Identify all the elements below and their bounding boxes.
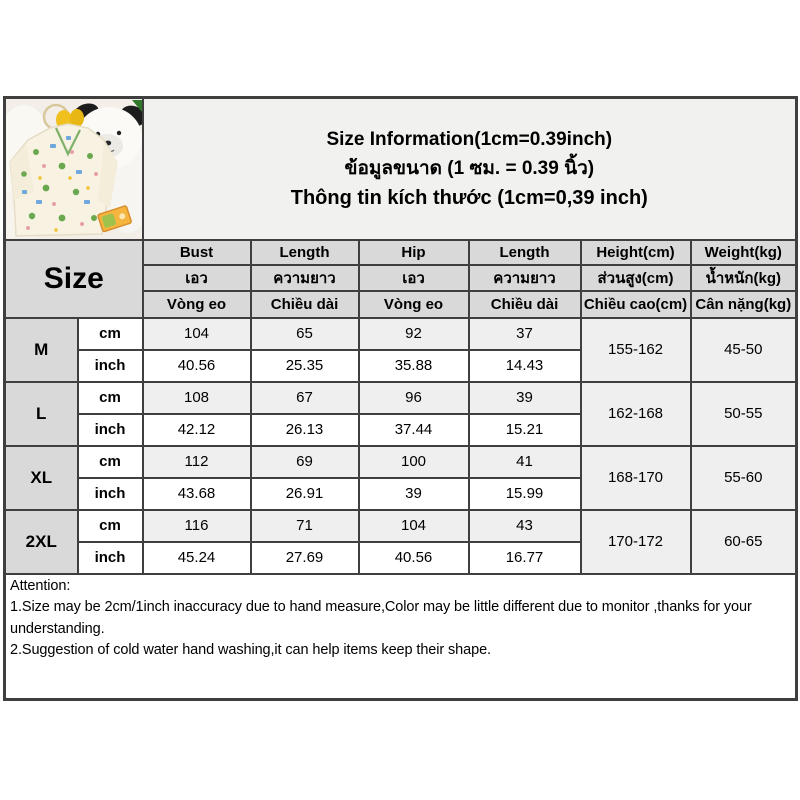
- size-label-xl: XL: [5, 446, 78, 510]
- col-header-weight-en: Weight(kg): [691, 240, 797, 265]
- cell-m-cm-length2: 37: [469, 318, 581, 350]
- unit-label-xl-cm: cm: [78, 446, 143, 478]
- cell-xl-inch-bust: 43.68: [143, 478, 251, 510]
- col-header-length2-en: Length: [469, 240, 581, 265]
- size-chart-table: [3, 96, 798, 701]
- col-header-length1-th: ความยาว: [251, 265, 359, 291]
- cell-m-cm-length1: 65: [251, 318, 359, 350]
- col-header-bust-th: เอว: [143, 265, 251, 291]
- cell-l-height: 162-168: [581, 382, 691, 446]
- cell-m-cm-hip: 92: [359, 318, 469, 350]
- cell-m-inch-length1: 25.35: [251, 350, 359, 382]
- unit-label-2xl-inch: inch: [78, 542, 143, 574]
- cell-l-inch-length1: 26.13: [251, 414, 359, 446]
- size-label-m: M: [5, 318, 78, 382]
- cell-2xl-inch-hip: 40.56: [359, 542, 469, 574]
- cell-2xl-cm-bust: 116: [143, 510, 251, 542]
- cell-l-inch-bust: 42.12: [143, 414, 251, 446]
- size-header-label: Size: [5, 240, 143, 318]
- col-header-length1-en: Length: [251, 240, 359, 265]
- unit-label-l-cm: cm: [78, 382, 143, 414]
- unit-label-2xl-cm: cm: [78, 510, 143, 542]
- col-header-bust-en: Bust: [143, 240, 251, 265]
- cell-l-inch-hip: 37.44: [359, 414, 469, 446]
- cell-2xl-cm-length1: 71: [251, 510, 359, 542]
- col-header-hip-en: Hip: [359, 240, 469, 265]
- cell-2xl-weight: 60-65: [691, 510, 797, 574]
- cell-xl-cm-bust: 112: [143, 446, 251, 478]
- cell-m-inch-length2: 14.43: [469, 350, 581, 382]
- cell-m-height: 155-162: [581, 318, 691, 382]
- cell-xl-cm-length2: 41: [469, 446, 581, 478]
- size-label-2xl: 2XL: [5, 510, 78, 574]
- title-line-en: Size Information(1cm=0.39inch): [326, 128, 613, 150]
- attention-block: [5, 574, 797, 700]
- cell-2xl-cm-hip: 104: [359, 510, 469, 542]
- unit-label-xl-inch: inch: [78, 478, 143, 510]
- col-header-height-vi: Chiều cao(cm): [581, 291, 691, 318]
- cell-xl-height: 168-170: [581, 446, 691, 510]
- col-header-length2-th: ความยาว: [469, 265, 581, 291]
- title-line-vi: Thông tin kích thước (1cm=0,39 inch): [290, 186, 648, 209]
- col-header-height-en: Height(cm): [581, 240, 691, 265]
- attention-heading: Attention:: [10, 577, 71, 594]
- cell-m-inch-hip: 35.88: [359, 350, 469, 382]
- cell-2xl-inch-bust: 45.24: [143, 542, 251, 574]
- cell-2xl-cm-length2: 43: [469, 510, 581, 542]
- cell-m-weight: 45-50: [691, 318, 797, 382]
- unit-label-l-inch: inch: [78, 414, 143, 446]
- attention-note-2: 2.Suggestion of cold water hand washing,it can help items keep their shape.: [10, 642, 491, 658]
- cell-2xl-inch-length1: 27.69: [251, 542, 359, 574]
- size-chart-container: [3, 96, 798, 701]
- product-photo-cell: [5, 98, 143, 240]
- cell-xl-cm-hip: 100: [359, 446, 469, 478]
- col-header-weight-th: น้ำหนัก(kg): [691, 265, 797, 291]
- cell-l-cm-length1: 67: [251, 382, 359, 414]
- cell-l-inch-length2: 15.21: [469, 414, 581, 446]
- cell-xl-cm-length1: 69: [251, 446, 359, 478]
- product-photo: [6, 100, 142, 238]
- cell-l-weight: 50-55: [691, 382, 797, 446]
- attention-note-1: 1.Size may be 2cm/1inch inaccuracy due to hand measure,Color may be little different due to monitor ,thanks for your understanding.: [10, 599, 752, 637]
- col-header-hip-th: เอว: [359, 265, 469, 291]
- size-label-l: L: [5, 382, 78, 446]
- col-header-height-th: ส่วนสูง(cm): [581, 265, 691, 291]
- col-header-hip-vi: Vòng eo: [359, 291, 469, 318]
- cell-xl-inch-length1: 26.91: [251, 478, 359, 510]
- cell-xl-weight: 55-60: [691, 446, 797, 510]
- unit-label-m-cm: cm: [78, 318, 143, 350]
- cell-2xl-height: 170-172: [581, 510, 691, 574]
- col-header-length1-vi: Chiều dài: [251, 291, 359, 318]
- unit-label-m-inch: inch: [78, 350, 143, 382]
- cell-m-inch-bust: 40.56: [143, 350, 251, 382]
- col-header-length2-vi: Chiều dài: [469, 291, 581, 318]
- cell-l-cm-bust: 108: [143, 382, 251, 414]
- cell-2xl-inch-length2: 16.77: [469, 542, 581, 574]
- col-header-bust-vi: Vòng eo: [143, 291, 251, 318]
- cell-xl-inch-hip: 39: [359, 478, 469, 510]
- cell-l-cm-length2: 39: [469, 382, 581, 414]
- title-block: [143, 98, 797, 240]
- cell-xl-inch-length2: 15.99: [469, 478, 581, 510]
- cell-m-cm-bust: 104: [143, 318, 251, 350]
- title-line-th: ข้อมูลขนาด (1 ซม. = 0.39 นิ้ว): [344, 157, 595, 179]
- col-header-weight-vi: Cân nặng(kg): [691, 291, 797, 318]
- cell-l-cm-hip: 96: [359, 382, 469, 414]
